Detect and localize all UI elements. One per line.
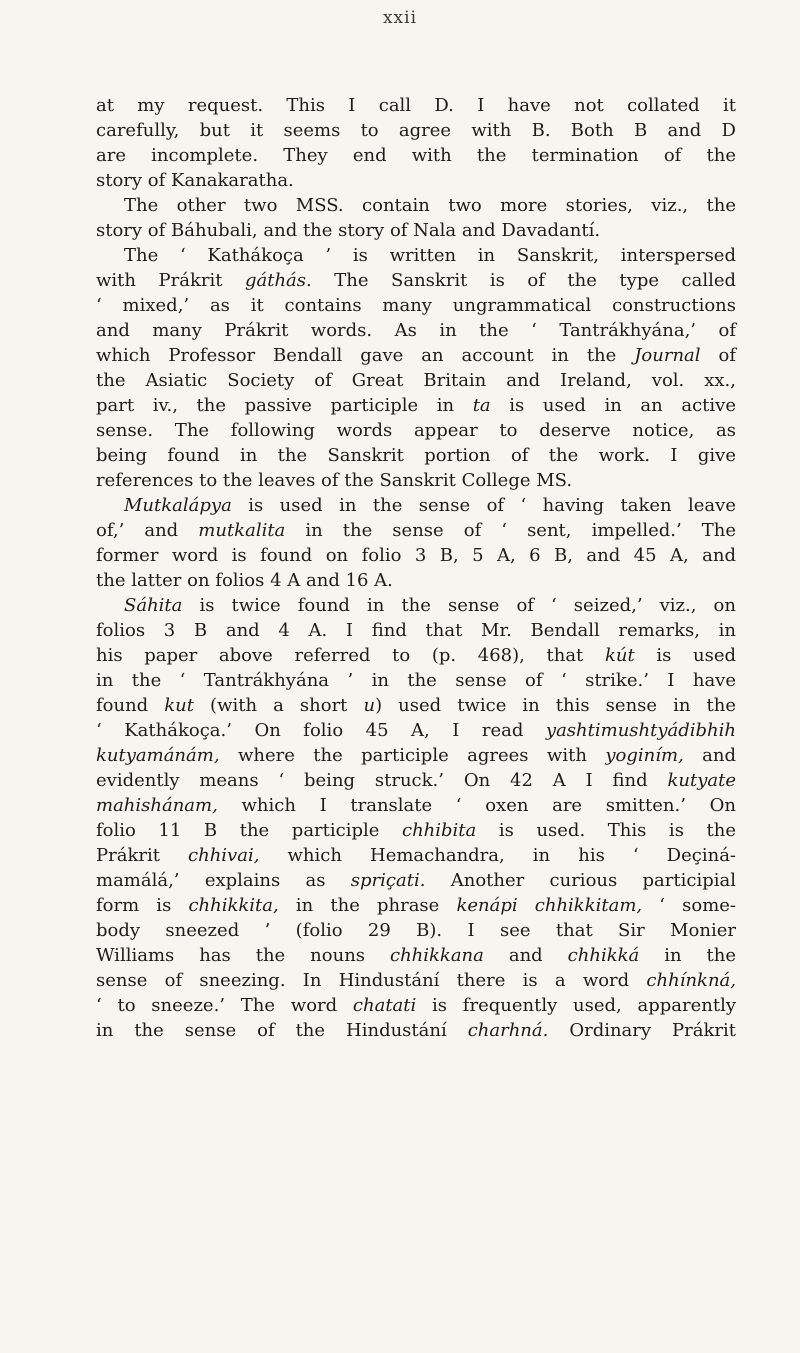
text-run: being found in the Sanskrit portion of the work. I give xyxy=(96,445,736,466)
italic-term: Mutkalápya xyxy=(124,495,232,516)
text-line xyxy=(96,168,736,193)
text-run: in the sense of the Hindustání xyxy=(96,1020,468,1041)
text-run: the latter on folios 4 A and 16 A. xyxy=(96,570,393,591)
italic-term: chhikká xyxy=(567,945,640,966)
text-run: in the ‘ Tantrákhyána ’ in the sense of ‘ strike.’ I have xyxy=(96,670,736,691)
italic-term: kenápi chhikkitam, xyxy=(456,895,643,916)
text-run: folios 3 B and 4 A. I find that Mr. Bendall remarks, in xyxy=(96,620,736,641)
text-run: and many Prákrit words. As in the ‘ Tantrákhyána,’ of xyxy=(96,320,736,341)
text-line xyxy=(96,1018,736,1043)
text-line xyxy=(96,368,736,393)
italic-term: yoginím, xyxy=(605,745,684,766)
text-run: body sneezed ’ (folio 29 B). I see that Sir Monier xyxy=(96,920,736,941)
text-line xyxy=(96,93,736,118)
text-line xyxy=(96,318,736,343)
italic-term: chhivai, xyxy=(188,845,260,866)
italic-term: spriçati. xyxy=(350,870,426,891)
italic-term: kút xyxy=(604,645,635,666)
text-run: in the sense of ‘ sent, impelled.’ The xyxy=(285,520,737,541)
text-line xyxy=(96,268,736,293)
text-line xyxy=(96,643,736,668)
text-line xyxy=(96,218,736,243)
text-run: The other two MSS. contain two more stories, viz., the xyxy=(124,195,736,216)
text-line xyxy=(96,993,736,1018)
text-run: his paper above referred to (p. 468), that xyxy=(96,645,605,666)
text-run: ‘ Kathákoça.’ On folio 45 A, I read xyxy=(96,720,546,741)
italic-term: chatati xyxy=(352,995,417,1016)
text-run: sense. The following words appear to deserve notice, as xyxy=(96,420,736,441)
text-run: carefully, but it seems to agree with B. Both B and D xyxy=(96,120,736,141)
text-run: sense of sneezing. In Hindustání there is a word xyxy=(96,970,647,991)
body-text xyxy=(96,93,736,1043)
italic-term: Sáhita xyxy=(124,595,183,616)
italic-term: u xyxy=(363,695,376,716)
text-run: story of Kanakaratha. xyxy=(96,170,294,191)
text-run: is used xyxy=(634,645,736,666)
italic-term: kutyamánám, xyxy=(96,745,220,766)
italic-term: mutkalita xyxy=(198,520,286,541)
text-run: of xyxy=(700,345,736,366)
text-line xyxy=(96,618,736,643)
text-run: in the xyxy=(639,945,736,966)
text-run: at my request. This I call D. I have not collated it xyxy=(96,95,736,116)
text-run: folio 11 B the participle xyxy=(96,820,402,841)
text-run: The ‘ Kathákoça ’ is written in Sanskrit, interspersed xyxy=(124,245,736,266)
text-line xyxy=(96,943,736,968)
text-run: part iv., the passive participle in xyxy=(96,395,473,416)
text-run: is frequently used, apparently xyxy=(416,995,736,1016)
text-line xyxy=(96,793,736,818)
text-run: which Professor Bendall gave an account in the xyxy=(96,345,635,366)
text-run: is used in the sense of ‘ having taken leave xyxy=(231,495,736,516)
text-line xyxy=(96,768,736,793)
text-line xyxy=(96,568,736,593)
text-run: ‘ some- xyxy=(642,895,737,916)
text-line xyxy=(96,493,736,518)
text-run: in the phrase xyxy=(278,895,457,916)
text-run: Another curious participial xyxy=(425,870,736,891)
text-run: and xyxy=(483,945,568,966)
text-line xyxy=(96,143,736,168)
italic-term: chhikkana xyxy=(389,945,484,966)
text-run: are incomplete. They end with the termination of the xyxy=(96,145,736,166)
italic-term: charhná. xyxy=(467,1020,549,1041)
text-line xyxy=(96,893,736,918)
text-run: which Hemachandra, in his ‘ Deçiná- xyxy=(259,845,737,866)
text-line xyxy=(96,243,736,268)
text-line xyxy=(96,518,736,543)
italic-term: yashtimushtyádibhih xyxy=(545,720,736,741)
text-line xyxy=(96,193,736,218)
text-run: is used in an active xyxy=(490,395,736,416)
text-run: former word is found on folio 3 B, 5 A, 6 B, and 45 A, and xyxy=(96,545,736,566)
text-run: is used. This is the xyxy=(476,820,736,841)
text-run: ‘ to sneeze.’ The word xyxy=(96,995,353,1016)
text-line xyxy=(96,743,736,768)
text-line xyxy=(96,818,736,843)
text-run: story of Báhubali, and the story of Nala and Davadantí. xyxy=(96,220,601,241)
italic-term: chhibita xyxy=(402,820,477,841)
text-run: and xyxy=(683,745,736,766)
text-run: form is xyxy=(96,895,189,916)
text-run: ) used twice in this sense in the xyxy=(375,695,736,716)
italic-term: kut xyxy=(164,695,194,716)
text-line xyxy=(96,443,736,468)
text-line xyxy=(96,668,736,693)
page-number: xxii xyxy=(382,8,418,28)
text-run: which I translate ‘ oxen are smitten.’ On xyxy=(217,795,736,816)
text-line xyxy=(96,693,736,718)
italic-term: mahishánam, xyxy=(96,795,218,816)
italic-term: chhikkita, xyxy=(188,895,279,916)
italic-term: kutyate xyxy=(667,770,736,791)
text-run: where the participle agrees with xyxy=(219,745,606,766)
text-run: mamálá,’ explains as xyxy=(96,870,351,891)
text-run: references to the leaves of the Sanskrit College MS. xyxy=(96,470,573,491)
text-line xyxy=(96,393,736,418)
text-line xyxy=(96,118,736,143)
text-run: ‘ mixed,’ as it contains many ungrammatical constructions xyxy=(96,295,736,316)
text-run: Ordinary Prákrit xyxy=(548,1020,736,1041)
text-run: the Asiatic Society of Great Britain and Ireland, vol. xx., xyxy=(96,370,736,391)
text-run: is twice found in the sense of ‘ seized,’ viz., on xyxy=(182,595,736,616)
text-line xyxy=(96,718,736,743)
text-run: found xyxy=(96,695,165,716)
text-run: Williams has the nouns xyxy=(96,945,390,966)
text-line xyxy=(96,593,736,618)
text-run: The Sanskrit is of the type called xyxy=(311,270,737,291)
text-run: evidently means ‘ being struck.’ On 42 A I find xyxy=(96,770,668,791)
text-run: of,’ and xyxy=(96,520,199,541)
text-line xyxy=(96,868,736,893)
text-line xyxy=(96,968,736,993)
text-run: (with a short xyxy=(194,695,364,716)
text-line xyxy=(96,343,736,368)
text-run: Prákrit xyxy=(96,845,189,866)
text-line xyxy=(96,918,736,943)
text-line xyxy=(96,293,736,318)
text-line xyxy=(96,843,736,868)
text-line xyxy=(96,418,736,443)
italic-term: chhínkná, xyxy=(646,970,736,991)
italic-term: ta xyxy=(472,395,491,416)
text-line xyxy=(96,468,736,493)
italic-term: gáthás. xyxy=(244,270,312,291)
text-line xyxy=(96,543,736,568)
italic-term: Journal xyxy=(634,345,701,366)
text-run: with Prákrit xyxy=(96,270,245,291)
